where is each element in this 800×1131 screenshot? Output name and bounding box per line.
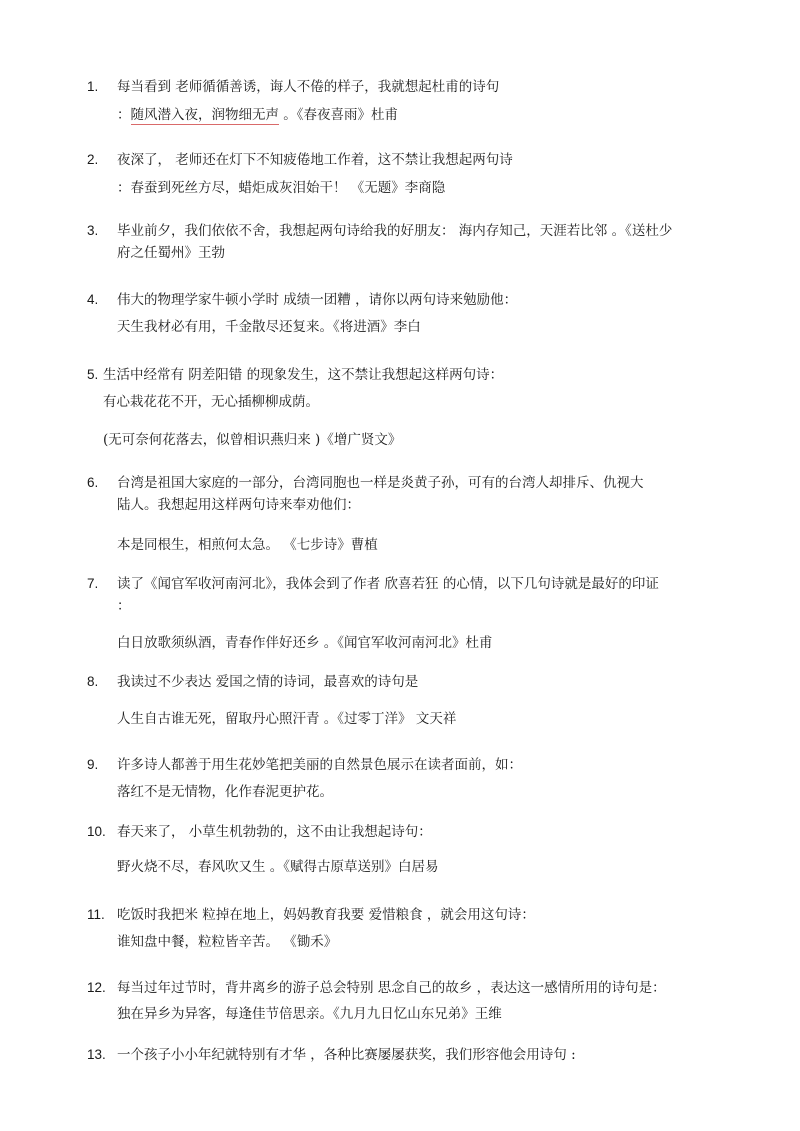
item-2-answer: ：春蚕到死丝方尽，蜡炬成灰泪始干！ 《无题》李商隐 bbox=[117, 180, 446, 196]
item-12-number: 12. bbox=[87, 980, 106, 995]
item-12-question: 每当过年过节时，背井离乡的游子总会特别 思念自己的故乡 ，表达这一感情所用的诗句是： bbox=[117, 980, 666, 996]
item-1-answer-prefix: ： bbox=[117, 107, 131, 123]
item-8-question: 我读过不少表达 爱国之情的诗词，最喜欢的诗句是 bbox=[117, 674, 419, 690]
item-12-answer: 独在异乡为异客，每逢佳节倍思亲。《九月九日忆山东兄弟》王维 bbox=[117, 1006, 502, 1022]
item-8-answer: 人生自古谁无死，留取丹心照汗青 。《过零丁洋》 文天祥 bbox=[117, 711, 457, 727]
item-4-number: 4. bbox=[87, 292, 99, 307]
item-2-number: 2. bbox=[87, 152, 99, 167]
item-7-number: 7. bbox=[87, 576, 99, 591]
item-1-answer-verse: 随风潜入夜，润物细无声 bbox=[130, 107, 279, 123]
item-6-question-cont: 陆人。我想起用这样两句诗来奉劝他们： bbox=[117, 497, 360, 513]
item-9-answer: 落红不是无情物，化作春泥更护花。 bbox=[117, 784, 333, 800]
item-10-number: 10. bbox=[87, 824, 106, 839]
item-4-question: 伟大的物理学家牛顿小学时 成绩一团糟 ，请你以两句诗来勉励他： bbox=[117, 292, 518, 308]
item-5-number: 5. bbox=[87, 367, 99, 382]
item-1-number: 1. bbox=[87, 79, 99, 94]
item-9-number: 9. bbox=[87, 757, 99, 772]
item-2-question: 夜深了， 老师还在灯下不知疲倦地工作着，这不禁让我想起两句诗 bbox=[117, 152, 513, 168]
item-10-question: 春天来了， 小草生机勃勃的，这不由让我想起诗句： bbox=[117, 824, 432, 840]
item-1-question: 每当看到 老师循循善诱，诲人不倦的样子，我就想起杜甫的诗句 bbox=[117, 79, 500, 95]
item-11-answer: 谁知盘中餐，粒粒皆辛苦。 《锄禾》 bbox=[117, 934, 338, 950]
item-10-answer: 野火烧不尽，春风吹又生 。《赋得古原草送别》白居易 bbox=[117, 859, 439, 875]
item-6-question: 台湾是祖国大家庭的一部分，台湾同胞也一样是炎黄子孙，可有的台湾人却排斥、仇视大 bbox=[117, 475, 644, 491]
item-7-question: 读了《闻官军收河南河北》，我体会到了作者 欣喜若狂 的心情，以下几句诗就是最好的印证 bbox=[117, 576, 659, 592]
item-5-question: 生活中经常有 阴差阳错 的现象发生，这不禁让我想起这样两句诗： bbox=[103, 367, 504, 383]
item-13-number: 13. bbox=[87, 1047, 106, 1062]
item-1-answer-source: 。《春夜喜雨》杜甫 bbox=[279, 107, 399, 123]
item-3-number: 3. bbox=[87, 223, 99, 238]
item-9-question: 许多诗人都善于用生花妙笔把美丽的自然景色展示在读者面前，如： bbox=[117, 757, 522, 773]
item-6-number: 6. bbox=[87, 475, 99, 490]
item-5-answer: 有心栽花花不开，无心插柳柳成荫。 bbox=[103, 394, 319, 410]
item-11-number: 11. bbox=[87, 907, 105, 922]
item-11-question: 吃饭时我把米 粒掉在地上，妈妈教育我要 爱惜粮食 ，就会用这句诗： bbox=[117, 907, 535, 923]
item-6-answer: 本是同根生，相煎何太急。 《七步诗》曹植 bbox=[117, 537, 378, 553]
item-4-answer: 天生我材必有用，千金散尽还复来。《将进酒》李白 bbox=[117, 319, 421, 335]
item-3-question: 毕业前夕，我们依依不舍，我想起两句诗给我的好朋友： 海内存知己，天涯若比邻 。《送杜少 bbox=[117, 223, 673, 239]
item-5-answer-alt: (无可奈何花落去，似曾相识燕归来 )《增广贤文》 bbox=[103, 432, 402, 448]
item-7-question-cont: ： bbox=[117, 598, 131, 614]
item-8-number: 8. bbox=[87, 674, 99, 689]
item-3-question-cont: 府之任蜀州》王勃 bbox=[117, 245, 225, 261]
item-13-question: 一个孩子小小年纪就特别有才华 ，各种比赛屡屡获奖，我们形容他会用诗句 : bbox=[117, 1047, 576, 1063]
item-7-answer: 白日放歌须纵酒，青春作伴好还乡 。《闻官军收河南河北》杜甫 bbox=[117, 635, 493, 651]
item-1-answer bbox=[117, 105, 398, 125]
